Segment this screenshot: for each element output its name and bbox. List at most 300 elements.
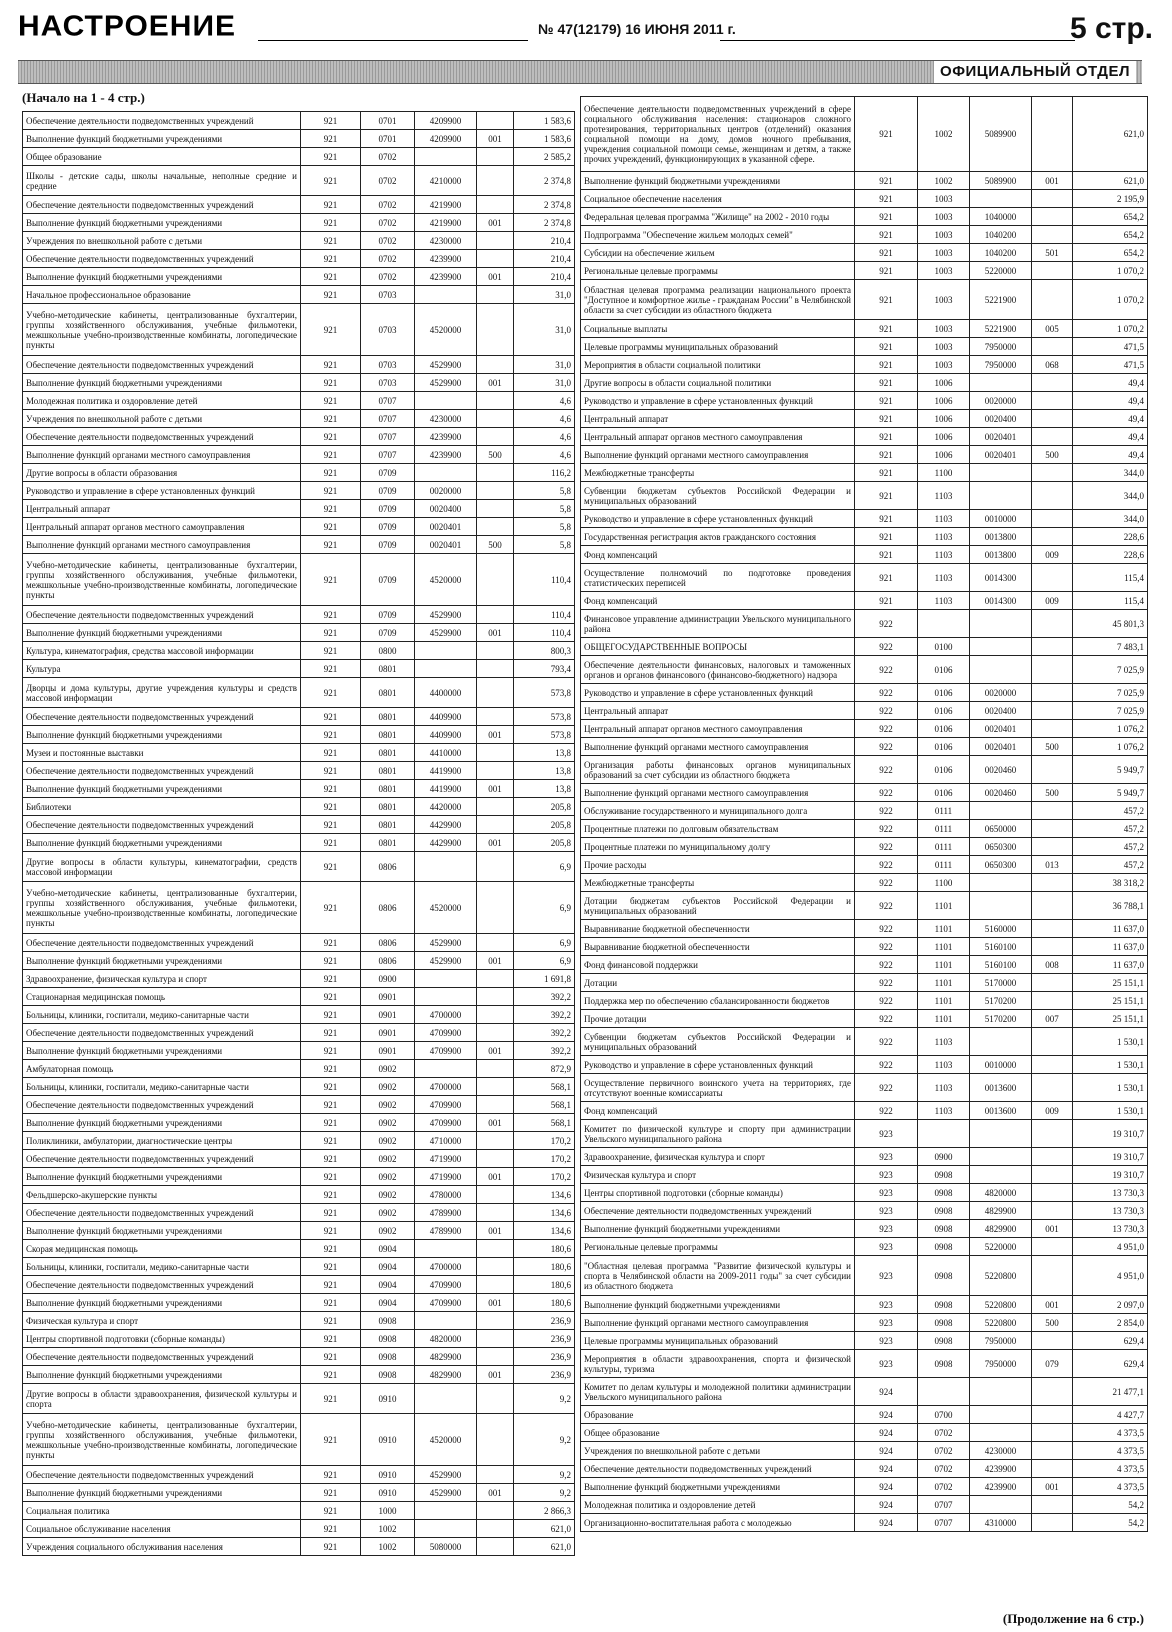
budget-item-name: Выполнение функций бюджетными учреждениями: [23, 214, 301, 232]
target-article-code: 5089900: [970, 97, 1032, 172]
table-row: [23, 250, 575, 268]
target-article-code: 5220000: [970, 262, 1032, 280]
table-row: [581, 208, 1148, 226]
amount: 1 583,6: [514, 112, 575, 130]
amount: 5,8: [514, 536, 575, 554]
target-article-code: 4239900: [415, 250, 477, 268]
dept-code: 922: [855, 610, 918, 638]
dept-code: 921: [855, 226, 918, 244]
dept-code: 921: [855, 280, 918, 320]
table-row: [23, 1204, 575, 1222]
section-code: 0902: [361, 1078, 415, 1096]
amount: 9,2: [514, 1466, 575, 1484]
section-code: 1103: [918, 546, 970, 564]
dept-code: 921: [301, 1312, 361, 1330]
section-code: 1003: [918, 244, 970, 262]
section-code: 0908: [361, 1312, 415, 1330]
table-row: [581, 992, 1148, 1010]
table-row: [581, 874, 1148, 892]
section-code: 0801: [361, 660, 415, 678]
target-article-code: 0020401: [970, 720, 1032, 738]
budget-item-name: Обеспечение деятельности подведомственных учреждений: [23, 356, 301, 374]
budget-item-name: Фонд компенсаций: [581, 592, 855, 610]
budget-item-name: Выполнение функций бюджетными учреждениями: [23, 374, 301, 392]
section-code: 0702: [918, 1442, 970, 1460]
target-article-code: 4230000: [415, 410, 477, 428]
table-row: [581, 1102, 1148, 1120]
budget-item-name: ОБЩЕГОСУДАРСТВЕННЫЕ ВОПРОСЫ: [581, 638, 855, 656]
section-code: 0100: [918, 638, 970, 656]
newspaper-title: НАСТРОЕНИЕ: [18, 10, 237, 43]
target-article-code: 5170200: [970, 1010, 1032, 1028]
expense-type-code: [477, 500, 514, 518]
target-article-code: [970, 892, 1032, 920]
target-article-code: 5160000: [970, 920, 1032, 938]
budget-item-name: Субвенции бюджетам субъектов Российской Федерации и муниципальных образований: [581, 482, 855, 510]
table-row: [23, 392, 575, 410]
budget-item-name: Организация работы финансовых органов муниципальных образований за счет субсидии из областного бюджета: [581, 756, 855, 784]
expense-type-code: [1032, 684, 1073, 702]
target-article-code: 0020401: [970, 428, 1032, 446]
section-code: 0801: [361, 762, 415, 780]
section-code: 0910: [361, 1384, 415, 1414]
section-code: 0910: [361, 1484, 415, 1502]
table-row: [23, 952, 575, 970]
dept-code: 921: [301, 1006, 361, 1024]
expense-type-code: 007: [1032, 1010, 1073, 1028]
section-code: 0701: [361, 112, 415, 130]
dept-code: 921: [301, 286, 361, 304]
expense-type-code: 079: [1032, 1350, 1073, 1378]
section-code: 0900: [361, 970, 415, 988]
header-rule: [258, 40, 528, 41]
dept-code: 921: [301, 1132, 361, 1150]
amount: 621,0: [514, 1520, 575, 1538]
section-code: 0709: [361, 482, 415, 500]
target-article-code: [415, 392, 477, 410]
amount: 1 583,6: [514, 130, 575, 148]
section-code: 0900: [918, 1148, 970, 1166]
target-article-code: 4419900: [415, 780, 477, 798]
expense-type-code: [1032, 510, 1073, 528]
target-article-code: [415, 988, 477, 1006]
budget-item-name: Дворцы и дома культуры, другие учреждения культуры и средств массовой информации: [23, 678, 301, 708]
dept-code: 921: [301, 250, 361, 268]
expense-type-code: 001: [1032, 1296, 1073, 1314]
table-row: [23, 642, 575, 660]
table-row: [581, 546, 1148, 564]
target-article-code: 0020460: [970, 784, 1032, 802]
dept-code: 921: [301, 1240, 361, 1258]
expense-type-code: [1032, 656, 1073, 684]
amount: 9,2: [514, 1484, 575, 1502]
budget-item-name: Процентные платежи по долговым обязательствам: [581, 820, 855, 838]
amount: 5 949,7: [1073, 756, 1148, 784]
budget-item-name: Фельдшерско-акушерские пункты: [23, 1186, 301, 1204]
target-article-code: 0020400: [970, 410, 1032, 428]
table-row: [23, 214, 575, 232]
table-row: [23, 130, 575, 148]
dept-code: 921: [301, 726, 361, 744]
section-code: 0106: [918, 702, 970, 720]
amount: 210,4: [514, 268, 575, 286]
expense-type-code: [477, 1414, 514, 1466]
section-code: 0707: [361, 446, 415, 464]
expense-type-code: [477, 1502, 514, 1520]
target-article-code: [970, 1148, 1032, 1166]
table-row: [581, 1442, 1148, 1460]
table-row: [23, 1294, 575, 1312]
dept-code: 921: [855, 244, 918, 262]
budget-item-name: Выполнение функций бюджетными учреждениями: [23, 834, 301, 852]
section-code: 1003: [918, 320, 970, 338]
budget-item-name: Учреждения по внешкольной работе с детьми: [23, 410, 301, 428]
dept-code: 923: [855, 1314, 918, 1332]
amount: 6,9: [514, 882, 575, 934]
dept-code: 922: [855, 738, 918, 756]
budget-item-name: Молодежная политика и оздоровление детей: [23, 392, 301, 410]
budget-table-right: [580, 96, 1148, 1532]
expense-type-code: 001: [1032, 1220, 1073, 1238]
dept-code: 923: [855, 1350, 918, 1378]
target-article-code: 5221900: [970, 320, 1032, 338]
table-row: [581, 392, 1148, 410]
table-row: [581, 1378, 1148, 1406]
table-row: [581, 684, 1148, 702]
budget-item-name: Центральный аппарат: [581, 702, 855, 720]
budget-table-left: [22, 111, 575, 1556]
section-code: 0709: [361, 500, 415, 518]
amount: 13 730,3: [1073, 1184, 1148, 1202]
budget-item-name: Учреждения социального обслуживания населения: [23, 1538, 301, 1556]
dept-code: 921: [301, 882, 361, 934]
expense-type-code: 001: [477, 1484, 514, 1502]
expense-type-code: [1032, 208, 1073, 226]
dept-code: 922: [855, 1010, 918, 1028]
section-code: 0702: [361, 148, 415, 166]
dept-code: 921: [301, 464, 361, 482]
table-row: [23, 1096, 575, 1114]
table-row: [581, 564, 1148, 592]
table-row: [23, 726, 575, 744]
dept-code: 921: [855, 546, 918, 564]
budget-item-name: Прочие расходы: [581, 856, 855, 874]
budget-item-name: Выполнение функций бюджетными учреждениями: [23, 1294, 301, 1312]
table-row: [23, 1520, 575, 1538]
target-article-code: 4709900: [415, 1024, 477, 1042]
dept-code: 921: [301, 268, 361, 286]
section-code: 1100: [918, 874, 970, 892]
expense-type-code: [1032, 410, 1073, 428]
amount: 9,2: [514, 1384, 575, 1414]
dept-code: 921: [301, 762, 361, 780]
table-row: [23, 112, 575, 130]
budget-item-name: Начальное профессиональное образование: [23, 286, 301, 304]
budget-item-name: Общее образование: [23, 148, 301, 166]
expense-type-code: [477, 428, 514, 446]
section-code: 1103: [918, 528, 970, 546]
target-article-code: 0020400: [415, 500, 477, 518]
section-code: 1006: [918, 392, 970, 410]
section-code: 1003: [918, 262, 970, 280]
target-article-code: 4709900: [415, 1276, 477, 1294]
target-article-code: 0010000: [970, 1056, 1032, 1074]
target-article-code: 7950000: [970, 356, 1032, 374]
table-row: [23, 410, 575, 428]
table-row: [581, 1350, 1148, 1378]
table-row: [23, 606, 575, 624]
budget-item-name: Областная целевая программа реализации национального проекта "Доступное и комфортное жилье - гражданам России" в Челябинской области за счет субсидии из областного бюджета: [581, 280, 855, 320]
amount: 236,9: [514, 1312, 575, 1330]
budget-item-name: Обеспечение деятельности подведомственных учреждений: [581, 1202, 855, 1220]
amount: 180,6: [514, 1240, 575, 1258]
dept-code: 921: [301, 798, 361, 816]
table-row: [23, 268, 575, 286]
dept-code: 921: [301, 1520, 361, 1538]
amount: 49,4: [1073, 410, 1148, 428]
dept-code: 921: [301, 374, 361, 392]
target-article-code: [970, 464, 1032, 482]
dept-code: 921: [301, 660, 361, 678]
amount: 180,6: [514, 1276, 575, 1294]
target-article-code: 4429900: [415, 816, 477, 834]
expense-type-code: [477, 606, 514, 624]
dept-code: 921: [301, 392, 361, 410]
section-code: 0902: [361, 1168, 415, 1186]
budget-item-name: Подпрограмма "Обеспечение жильем молодых семей": [581, 226, 855, 244]
budget-item-name: Центры спортивной подготовки (сборные команды): [581, 1184, 855, 1202]
table-row: [23, 1312, 575, 1330]
dept-code: 921: [855, 208, 918, 226]
expense-type-code: [1032, 280, 1073, 320]
target-article-code: 0650300: [970, 856, 1032, 874]
target-article-code: 0020401: [970, 738, 1032, 756]
amount: 180,6: [514, 1294, 575, 1312]
table-row: [23, 1114, 575, 1132]
page-number: 5 стр.: [1069, 12, 1153, 45]
dept-code: 922: [855, 892, 918, 920]
target-article-code: 0010000: [970, 510, 1032, 528]
section-code: 0904: [361, 1258, 415, 1276]
target-article-code: 4420000: [415, 798, 477, 816]
dept-code: 921: [301, 214, 361, 232]
section-code: 0707: [918, 1496, 970, 1514]
table-row: [581, 510, 1148, 528]
expense-type-code: [477, 816, 514, 834]
amount: 110,4: [514, 606, 575, 624]
section-code: 1103: [918, 592, 970, 610]
target-article-code: 0013800: [970, 528, 1032, 546]
section-code: 0709: [361, 606, 415, 624]
expense-type-code: [477, 1538, 514, 1556]
table-row: [23, 678, 575, 708]
amount: 1 070,2: [1073, 320, 1148, 338]
amount: 7 025,9: [1073, 656, 1148, 684]
target-article-code: 4209900: [415, 112, 477, 130]
table-row: [23, 1024, 575, 1042]
target-article-code: 4820000: [415, 1330, 477, 1348]
dept-code: 921: [855, 528, 918, 546]
table-row: [23, 428, 575, 446]
dept-code: 921: [855, 356, 918, 374]
budget-item-name: Целевые программы муниципальных образований: [581, 338, 855, 356]
table-row: [23, 798, 575, 816]
target-article-code: 4710000: [415, 1132, 477, 1150]
table-row: [581, 410, 1148, 428]
dept-code: 921: [301, 852, 361, 882]
target-article-code: [970, 656, 1032, 684]
amount: 49,4: [1073, 446, 1148, 464]
dept-code: 921: [301, 1060, 361, 1078]
target-article-code: [415, 286, 477, 304]
table-row: [23, 1384, 575, 1414]
target-article-code: 4409900: [415, 726, 477, 744]
target-article-code: 0020400: [970, 702, 1032, 720]
dept-code: 921: [301, 624, 361, 642]
expense-type-code: [1032, 1332, 1073, 1350]
section-code: 0709: [361, 536, 415, 554]
target-article-code: [970, 1496, 1032, 1514]
section-code: 1006: [918, 374, 970, 392]
table-row: [23, 1222, 575, 1240]
budget-item-name: Руководство и управление в сфере установленных функций: [23, 482, 301, 500]
expense-type-code: 500: [477, 536, 514, 554]
budget-item-name: Межбюджетные трансферты: [581, 874, 855, 892]
budget-item-name: Обеспечение деятельности финансовых, налоговых и таможенных органов и органов финансового (финансово-бюджетного) надзора: [581, 656, 855, 684]
budget-item-name: Другие вопросы в области социальной политики: [581, 374, 855, 392]
amount: 344,0: [1073, 510, 1148, 528]
dept-code: 924: [855, 1378, 918, 1406]
amount: 568,1: [514, 1078, 575, 1096]
table-row: [581, 338, 1148, 356]
budget-item-name: Прочие дотации: [581, 1010, 855, 1028]
table-row: [23, 744, 575, 762]
expense-type-code: [477, 744, 514, 762]
expense-type-code: [477, 882, 514, 934]
budget-item-name: Центральный аппарат органов местного самоуправления: [581, 428, 855, 446]
amount: 2 374,8: [514, 166, 575, 196]
dept-code: 921: [301, 834, 361, 852]
budget-item-name: Обеспечение деятельности подведомственных учреждений: [23, 250, 301, 268]
expense-type-code: [1032, 992, 1073, 1010]
section-code: 0106: [918, 756, 970, 784]
section-code: 1101: [918, 956, 970, 974]
target-article-code: [970, 1424, 1032, 1442]
budget-item-name: Учебно-методические кабинеты, централизованные бухгалтерии, группы хозяйственного обслуживания, учебные фильмотеки, межшкольные учебно-производственные комбинаты, логопедические пункты: [23, 304, 301, 356]
expense-type-code: [1032, 338, 1073, 356]
table-row: [23, 852, 575, 882]
expense-type-code: [1032, 528, 1073, 546]
table-row: [581, 1010, 1148, 1028]
budget-item-name: Выполнение функций органами местного самоуправления: [23, 446, 301, 464]
budget-item-name: Обеспечение деятельности подведомственных учреждений: [23, 1204, 301, 1222]
amount: 116,2: [514, 464, 575, 482]
target-article-code: 4419900: [415, 762, 477, 780]
target-article-code: 4520000: [415, 1414, 477, 1466]
expense-type-code: [477, 678, 514, 708]
amount: 7 483,1: [1073, 638, 1148, 656]
section-code: 0702: [918, 1424, 970, 1442]
dept-code: 922: [855, 956, 918, 974]
budget-item-name: Обслуживание государственного и муниципального долга: [581, 802, 855, 820]
dept-code: 921: [301, 304, 361, 356]
expense-type-code: 013: [1032, 856, 1073, 874]
dept-code: 921: [301, 1186, 361, 1204]
amount: 4 951,0: [1073, 1238, 1148, 1256]
section-code: 0902: [361, 1204, 415, 1222]
target-article-code: 5221900: [970, 280, 1032, 320]
expense-type-code: [477, 1024, 514, 1042]
dept-code: 921: [301, 1330, 361, 1348]
expense-type-code: 500: [1032, 784, 1073, 802]
expense-type-code: [1032, 1514, 1073, 1532]
budget-item-name: Руководство и управление в сфере установленных функций: [581, 510, 855, 528]
table-row: [581, 756, 1148, 784]
expense-type-code: [1032, 226, 1073, 244]
section-code: 0106: [918, 720, 970, 738]
dept-code: 922: [855, 938, 918, 956]
section-code: 1003: [918, 280, 970, 320]
dept-code: 922: [855, 702, 918, 720]
section-code: 0904: [361, 1240, 415, 1258]
section-code: 0902: [361, 1150, 415, 1168]
dept-code: 922: [855, 1028, 918, 1056]
amount: 2 854,0: [1073, 1314, 1148, 1332]
table-row: [23, 232, 575, 250]
dept-code: 921: [855, 446, 918, 464]
section-code: 0902: [361, 1222, 415, 1240]
table-row: [581, 638, 1148, 656]
dept-code: 922: [855, 1102, 918, 1120]
table-row: [23, 356, 575, 374]
expense-type-code: [477, 112, 514, 130]
target-article-code: 4700000: [415, 1006, 477, 1024]
dept-code: 921: [301, 148, 361, 166]
section-code: 0707: [361, 428, 415, 446]
budget-item-name: Обеспечение деятельности подведомственных учреждений: [581, 1460, 855, 1478]
expense-type-code: [477, 1096, 514, 1114]
dept-code: 921: [855, 374, 918, 392]
amount: 31,0: [514, 304, 575, 356]
table-row: [581, 1028, 1148, 1056]
amount: 134,6: [514, 1204, 575, 1222]
table-row: [23, 1484, 575, 1502]
target-article-code: [970, 1166, 1032, 1184]
expense-type-code: [477, 196, 514, 214]
dept-code: 921: [301, 952, 361, 970]
expense-type-code: [477, 518, 514, 536]
budget-item-name: Дотации: [581, 974, 855, 992]
amount: 2 585,2: [514, 148, 575, 166]
expense-type-code: 009: [1032, 546, 1073, 564]
dept-code: 921: [301, 130, 361, 148]
section-code: 0908: [918, 1166, 970, 1184]
dept-code: 921: [301, 1024, 361, 1042]
section-code: 0801: [361, 708, 415, 726]
table-row: [23, 1414, 575, 1466]
section-code: 0702: [361, 166, 415, 196]
table-row: [581, 592, 1148, 610]
expense-type-code: 008: [1032, 956, 1073, 974]
budget-item-name: Выполнение функций бюджетными учреждениями: [581, 1478, 855, 1496]
amount: 5,8: [514, 518, 575, 536]
section-code: 0106: [918, 656, 970, 684]
amount: 210,4: [514, 232, 575, 250]
target-article-code: 4529900: [415, 356, 477, 374]
amount: 115,4: [1073, 564, 1148, 592]
table-row: [23, 660, 575, 678]
dept-code: 921: [301, 1114, 361, 1132]
